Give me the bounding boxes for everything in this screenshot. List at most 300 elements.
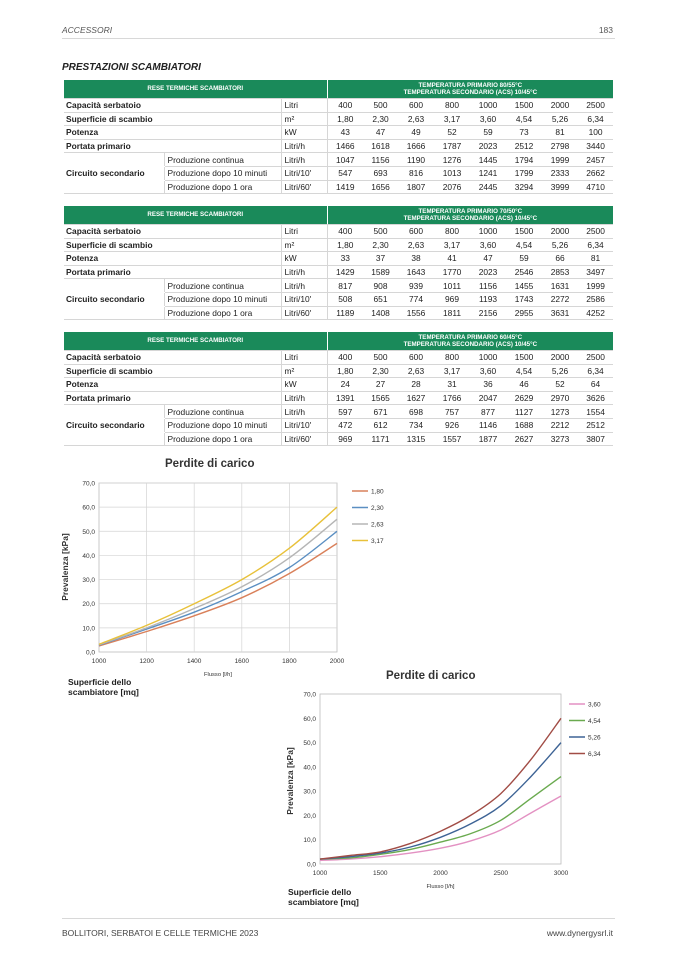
table-cell: 1000 — [470, 351, 506, 365]
chart-1-title: Perdite di carico — [165, 458, 255, 470]
table-cell: 2500 — [578, 225, 613, 239]
y-tick-label: 40,0 — [303, 764, 316, 772]
table-cell: 4,54 — [506, 364, 542, 378]
table-cell: 1156 — [363, 153, 398, 167]
table-cell: 6,34 — [578, 112, 613, 126]
chart-1-legend-title: Superficie dello scambiatore [mq] — [68, 677, 139, 697]
table-row — [64, 180, 613, 194]
table-cell: 1743 — [506, 292, 542, 306]
y-tick-label: 60,0 — [82, 504, 95, 512]
footer-website: www.dynergysrl.it — [546, 928, 613, 938]
table-cell: 1500 — [506, 351, 542, 365]
y-tick-label: 20,0 — [303, 812, 316, 820]
table-cell: 41 — [434, 252, 470, 266]
table-cell: 1877 — [470, 432, 506, 446]
table-head-right — [327, 206, 613, 225]
table-cell: 1766 — [434, 391, 470, 405]
table-cell: 49 — [398, 126, 434, 140]
row-label — [64, 279, 164, 293]
table-cell: 800 — [434, 351, 470, 365]
table-cell: 3273 — [542, 432, 578, 446]
table-cell: 1011 — [434, 279, 470, 293]
table-cell: 2156 — [470, 306, 506, 320]
table-row — [64, 391, 613, 405]
table-cell: 1013 — [434, 166, 470, 180]
y-tick-label: 60,0 — [303, 715, 316, 723]
table-head-secondary-temp: TEMPERATURA SECONDARIO (ACS) 10/45°C — [403, 215, 538, 222]
table-head-right — [327, 332, 613, 351]
chart-1 — [62, 475, 422, 678]
row-label — [64, 306, 164, 320]
legend-entry: 1,80 — [371, 488, 384, 496]
y-tick-label: 0,0 — [85, 649, 95, 657]
row-unit: m² — [281, 364, 327, 378]
table-cell: 28 — [398, 378, 434, 392]
table-cell: 1171 — [363, 432, 398, 446]
table-cell: 2798 — [542, 139, 578, 153]
table-cell: 73 — [506, 126, 542, 140]
row-label: Superficie di scambio — [64, 112, 281, 126]
table-cell: 2000 — [542, 351, 578, 365]
x-tick-label: 2000 — [329, 658, 345, 665]
table-cell: 1455 — [506, 279, 542, 293]
table-cell: 2627 — [506, 432, 542, 446]
table-head-primary-temp: TEMPERATURA PRIMARIO 80/55°C — [418, 81, 523, 89]
table-cell: 1190 — [398, 153, 434, 167]
row-unit: Litri — [281, 351, 327, 365]
legend-entry: 2,63 — [371, 521, 384, 529]
row-sublabel: Produzione dopo 1 ora — [164, 306, 281, 320]
y-tick-label: 0,0 — [306, 861, 316, 869]
table-cell: 5,26 — [542, 112, 578, 126]
table-head-left: RESE TERMICHE SCAMBIATORI — [64, 80, 327, 99]
table-cell: 1000 — [470, 225, 506, 239]
table-row — [64, 364, 613, 378]
performance-table — [64, 332, 613, 446]
table-row — [64, 112, 613, 126]
table-cell: 1193 — [470, 292, 506, 306]
table-cell: 27 — [363, 378, 398, 392]
table-row — [64, 126, 613, 140]
table-cell: 800 — [434, 225, 470, 239]
header-divider — [62, 38, 615, 39]
table-row — [64, 139, 613, 153]
row-unit: Litri/h — [281, 279, 327, 293]
table-cell: 1787 — [434, 139, 470, 153]
x-axis-label: Flusso [l/h] — [203, 672, 233, 678]
table-head-secondary-temp: TEMPERATURA SECONDARIO (ACS) 10/45°C — [403, 341, 538, 348]
table-cell: 3,60 — [470, 364, 506, 378]
table-cell: 2586 — [578, 292, 613, 306]
table-cell: 2970 — [542, 391, 578, 405]
table-cell: 2457 — [578, 153, 613, 167]
row-unit: Litri/10' — [281, 292, 327, 306]
row-label: Superficie di scambio — [64, 364, 281, 378]
x-tick-label: 1000 — [312, 870, 328, 877]
table-cell: 2662 — [578, 166, 613, 180]
table-cell: 4,54 — [506, 112, 542, 126]
table-cell: 1618 — [363, 139, 398, 153]
row-unit: m² — [281, 238, 327, 252]
table-cell: 600 — [398, 225, 434, 239]
row-unit: Litri/10' — [281, 418, 327, 432]
table-cell: 3497 — [578, 265, 613, 279]
table-cell: 2512 — [506, 139, 542, 153]
chart-2-title: Perdite di carico — [386, 670, 476, 682]
legend-entry: 6,34 — [588, 750, 601, 758]
row-sublabel: Produzione dopo 10 minuti — [164, 418, 281, 432]
row-unit: kW — [281, 126, 327, 140]
row-label: Superficie di scambio — [64, 238, 281, 252]
table-head-primary-temp: TEMPERATURA PRIMARIO 70/50°C — [418, 207, 523, 215]
footer-title: BOLLITORI, SERBATOI E CELLE TERMICHE 2023 — [62, 928, 259, 938]
row-label — [64, 153, 164, 167]
row-label — [64, 180, 164, 194]
table-cell: 969 — [434, 292, 470, 306]
x-tick-label: 2500 — [493, 870, 508, 877]
table-cell: 1999 — [542, 153, 578, 167]
table-row — [64, 225, 613, 239]
table-cell: 1146 — [470, 418, 506, 432]
table-cell: 734 — [398, 418, 434, 432]
table-cell: 2445 — [470, 180, 506, 194]
y-tick-label: 20,0 — [82, 601, 95, 609]
table-cell: 59 — [506, 252, 542, 266]
table-row — [64, 166, 613, 180]
table-cell: 1794 — [506, 153, 542, 167]
chart-2-legend-title: Superficie dello scambiatore [mq] — [288, 887, 359, 907]
table-cell: 2500 — [578, 99, 613, 113]
table-cell: 81 — [578, 252, 613, 266]
row-label: Capacità serbatoio — [64, 225, 281, 239]
y-tick-label: 30,0 — [303, 788, 316, 796]
table-cell: 1,80 — [327, 112, 363, 126]
y-tick-label: 50,0 — [303, 740, 316, 748]
x-tick-label: 1000 — [91, 658, 107, 665]
table-cell: 100 — [578, 126, 613, 140]
table-cell: 1631 — [542, 279, 578, 293]
table-cell: 1445 — [470, 153, 506, 167]
table-cell: 33 — [327, 252, 363, 266]
row-label: Potenza — [64, 378, 281, 392]
table-cell: 400 — [327, 351, 363, 365]
legend-entry: 5,26 — [588, 734, 601, 742]
row-label: Circuito secondario — [66, 294, 145, 305]
table-cell: 4252 — [578, 306, 613, 320]
table-cell: 81 — [542, 126, 578, 140]
table-cell: 969 — [327, 432, 363, 446]
row-sublabel: Produzione dopo 10 minuti — [164, 166, 281, 180]
table-cell: 1273 — [542, 405, 578, 419]
table-cell: 3807 — [578, 432, 613, 446]
table-cell: 2629 — [506, 391, 542, 405]
row-label: Capacità serbatoio — [64, 99, 281, 113]
table-cell: 1554 — [578, 405, 613, 419]
table-cell: 47 — [363, 126, 398, 140]
table-cell: 908 — [363, 279, 398, 293]
table-cell: 1408 — [363, 306, 398, 320]
chart-2-ylabel: Prevalenza [kPa] — [285, 747, 295, 815]
row-label — [64, 432, 164, 446]
table-cell: 2,63 — [398, 238, 434, 252]
table-cell: 2,63 — [398, 112, 434, 126]
table-cell: 1500 — [506, 99, 542, 113]
table-cell: 6,34 — [578, 238, 613, 252]
y-tick-label: 70,0 — [303, 691, 316, 699]
table-cell: 2023 — [470, 139, 506, 153]
table-cell: 1666 — [398, 139, 434, 153]
table-cell: 59 — [470, 126, 506, 140]
table-cell: 500 — [363, 225, 398, 239]
table-cell: 3,60 — [470, 238, 506, 252]
table-cell: 877 — [470, 405, 506, 419]
row-label: Portata primario — [64, 139, 281, 153]
table-cell: 939 — [398, 279, 434, 293]
table-cell: 1419 — [327, 180, 363, 194]
row-unit: Litri/h — [281, 139, 327, 153]
table-cell: 36 — [470, 378, 506, 392]
y-tick-label: 10,0 — [82, 625, 95, 633]
y-tick-label: 50,0 — [82, 528, 95, 536]
table-cell: 64 — [578, 378, 613, 392]
header-section-label: ACCESSORI — [62, 25, 113, 35]
table-cell: 1315 — [398, 432, 434, 446]
table-cell: 6,34 — [578, 364, 613, 378]
table-cell: 3440 — [578, 139, 613, 153]
chart-2 — [285, 687, 625, 892]
row-label: Portata primario — [64, 265, 281, 279]
x-tick-label: 1200 — [139, 658, 154, 665]
table-cell: 2500 — [578, 351, 613, 365]
table-cell: 1807 — [398, 180, 434, 194]
table-cell: 926 — [434, 418, 470, 432]
table-cell: 2,63 — [398, 364, 434, 378]
plot-area — [99, 483, 337, 652]
table-cell: 508 — [327, 292, 363, 306]
row-sublabel: Produzione dopo 10 minuti — [164, 292, 281, 306]
table-cell: 66 — [542, 252, 578, 266]
table-cell: 2047 — [470, 391, 506, 405]
x-tick-label: 3000 — [553, 870, 569, 877]
row-unit: Litri/60' — [281, 306, 327, 320]
row-unit: m² — [281, 112, 327, 126]
table-cell: 38 — [398, 252, 434, 266]
table-cell: 1770 — [434, 265, 470, 279]
legend-entry: 3,17 — [371, 537, 384, 545]
table-cell: 1643 — [398, 265, 434, 279]
table-cell: 43 — [327, 126, 363, 140]
row-unit: Litri/h — [281, 391, 327, 405]
table-cell: 597 — [327, 405, 363, 419]
table-cell: 2023 — [470, 265, 506, 279]
row-unit: Litri — [281, 225, 327, 239]
table-row — [64, 279, 613, 293]
table-cell: 1047 — [327, 153, 363, 167]
table-cell: 651 — [363, 292, 398, 306]
performance-table — [64, 206, 613, 320]
table-cell: 800 — [434, 99, 470, 113]
table-cell: 1500 — [506, 225, 542, 239]
table-row — [64, 252, 613, 266]
performance-table — [64, 80, 613, 194]
table-row — [64, 238, 613, 252]
row-label: Potenza — [64, 252, 281, 266]
row-label: Circuito secondario — [66, 168, 145, 179]
table-cell: 817 — [327, 279, 363, 293]
table-cell: 693 — [363, 166, 398, 180]
table-cell: 2000 — [542, 99, 578, 113]
x-tick-label: 2000 — [433, 870, 448, 877]
table-cell: 1466 — [327, 139, 363, 153]
table-row — [64, 378, 613, 392]
table-row — [64, 153, 613, 167]
table-cell: 612 — [363, 418, 398, 432]
x-axis-label: Flusso [l/h] — [426, 884, 455, 890]
table-cell: 816 — [398, 166, 434, 180]
row-unit: Litri/10' — [281, 166, 327, 180]
table-cell: 52 — [542, 378, 578, 392]
table-cell: 500 — [363, 99, 398, 113]
table-cell: 1276 — [434, 153, 470, 167]
table-cell: 46 — [506, 378, 542, 392]
x-tick-label: 1400 — [186, 658, 202, 665]
table-cell: 472 — [327, 418, 363, 432]
legend-entry: 4,54 — [588, 717, 601, 725]
row-label — [64, 405, 164, 419]
table-cell: 3631 — [542, 306, 578, 320]
table-cell: 1,80 — [327, 238, 363, 252]
row-unit: Litri/60' — [281, 432, 327, 446]
y-tick-label: 10,0 — [303, 837, 316, 845]
table-cell: 5,26 — [542, 364, 578, 378]
legend-entry: 3,60 — [588, 701, 601, 709]
table-cell: 600 — [398, 351, 434, 365]
row-sublabel: Produzione continua — [164, 279, 281, 293]
table-cell: 3626 — [578, 391, 613, 405]
table-cell: 2546 — [506, 265, 542, 279]
table-cell: 37 — [363, 252, 398, 266]
table-cell: 2512 — [578, 418, 613, 432]
x-tick-label: 1800 — [282, 658, 297, 665]
legend-entry: 2,30 — [371, 504, 384, 512]
table-head-right — [327, 80, 613, 99]
page-number: 183 — [598, 25, 613, 35]
table-cell: 1656 — [363, 180, 398, 194]
table-cell: 31 — [434, 378, 470, 392]
table-cell: 1127 — [506, 405, 542, 419]
table-cell: 2,30 — [363, 112, 398, 126]
table-cell: 3,17 — [434, 238, 470, 252]
table-cell: 3,17 — [434, 112, 470, 126]
table-row — [64, 292, 613, 306]
table-cell: 1811 — [434, 306, 470, 320]
footer-divider — [62, 918, 615, 919]
y-tick-label: 70,0 — [82, 480, 95, 488]
table-cell: 1241 — [470, 166, 506, 180]
table-cell: 1429 — [327, 265, 363, 279]
table-cell: 4,54 — [506, 238, 542, 252]
table-cell: 2,30 — [363, 364, 398, 378]
row-unit: Litri/h — [281, 153, 327, 167]
table-cell: 1627 — [398, 391, 434, 405]
table-cell: 2,30 — [363, 238, 398, 252]
y-tick-label: 40,0 — [82, 552, 95, 560]
x-tick-label: 1600 — [234, 658, 250, 665]
table-row — [64, 99, 613, 113]
table-row — [64, 306, 613, 320]
table-row — [64, 405, 613, 419]
table-cell: 1189 — [327, 306, 363, 320]
table-cell: 1,80 — [327, 364, 363, 378]
table-row — [64, 351, 613, 365]
table-cell: 2333 — [542, 166, 578, 180]
table-cell: 400 — [327, 99, 363, 113]
row-sublabel: Produzione dopo 1 ora — [164, 432, 281, 446]
row-unit: Litri/h — [281, 265, 327, 279]
table-cell: 757 — [434, 405, 470, 419]
table-cell: 1557 — [434, 432, 470, 446]
table-cell: 52 — [434, 126, 470, 140]
plot-area — [320, 694, 561, 864]
table-cell: 1391 — [327, 391, 363, 405]
table-cell: 1589 — [363, 265, 398, 279]
table-cell: 4710 — [578, 180, 613, 194]
row-unit: kW — [281, 378, 327, 392]
table-cell: 1556 — [398, 306, 434, 320]
table-row — [64, 265, 613, 279]
row-sublabel: Produzione dopo 1 ora — [164, 180, 281, 194]
table-cell: 3,17 — [434, 364, 470, 378]
row-label: Potenza — [64, 126, 281, 140]
table-cell: 400 — [327, 225, 363, 239]
section-title: PRESTAZIONI SCAMBIATORI — [62, 62, 201, 73]
table-cell: 1000 — [470, 99, 506, 113]
table-cell: 1565 — [363, 391, 398, 405]
table-cell: 698 — [398, 405, 434, 419]
row-label: Portata primario — [64, 391, 281, 405]
row-label: Capacità serbatoio — [64, 351, 281, 365]
table-head-left: RESE TERMICHE SCAMBIATORI — [64, 332, 327, 351]
x-tick-label: 1500 — [373, 870, 388, 877]
table-cell: 600 — [398, 99, 434, 113]
y-tick-label: 30,0 — [82, 577, 95, 585]
table-cell: 2076 — [434, 180, 470, 194]
table-cell: 2000 — [542, 225, 578, 239]
table-head-left: RESE TERMICHE SCAMBIATORI — [64, 206, 327, 225]
table-cell: 3999 — [542, 180, 578, 194]
row-sublabel: Produzione continua — [164, 405, 281, 419]
table-head-primary-temp: TEMPERATURA PRIMARIO 60/45°C — [418, 333, 523, 341]
table-cell: 47 — [470, 252, 506, 266]
table-cell: 24 — [327, 378, 363, 392]
chart-1-ylabel: Prevalenza [kPa] — [60, 533, 70, 601]
row-unit: Litri/60' — [281, 180, 327, 194]
table-cell: 3294 — [506, 180, 542, 194]
table-head-secondary-temp: TEMPERATURA SECONDARIO (ACS) 10/45°C — [403, 89, 538, 96]
table-row — [64, 418, 613, 432]
table-cell: 1156 — [470, 279, 506, 293]
table-cell: 2212 — [542, 418, 578, 432]
table-cell: 2853 — [542, 265, 578, 279]
row-sublabel: Produzione continua — [164, 153, 281, 167]
table-cell: 1688 — [506, 418, 542, 432]
table-cell: 3,60 — [470, 112, 506, 126]
table-cell: 5,26 — [542, 238, 578, 252]
table-cell: 671 — [363, 405, 398, 419]
row-unit: Litri/h — [281, 405, 327, 419]
row-label: Circuito secondario — [66, 420, 145, 431]
table-cell: 2272 — [542, 292, 578, 306]
